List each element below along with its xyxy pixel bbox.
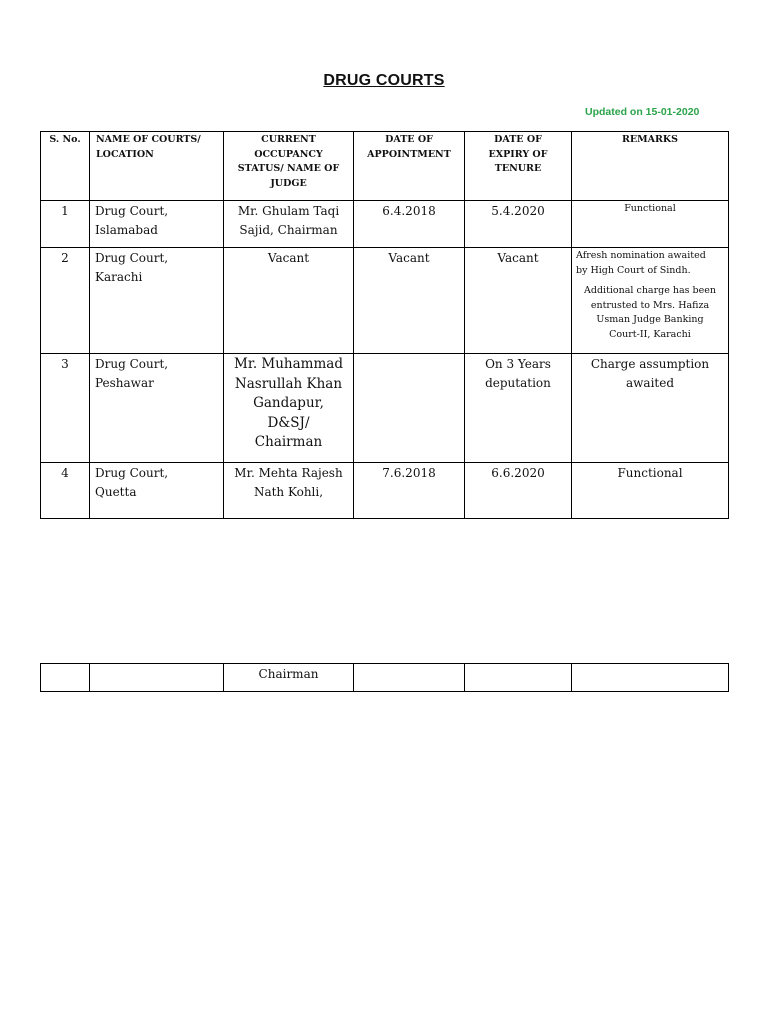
table-row (41, 664, 729, 692)
appointment-cell: 6.4.2018 (354, 201, 465, 248)
header-row (41, 132, 729, 201)
expiry-cell: Vacant (465, 248, 572, 354)
table-row (41, 463, 729, 519)
continuation-table (40, 663, 729, 692)
sno-cell: 2 (41, 248, 90, 354)
judge-cell: Mr. Ghulam Taqi Sajid, Chairman (224, 201, 354, 248)
sno-cell: 4 (41, 463, 90, 519)
header-remarks: REMARKS (572, 132, 729, 201)
header-court-name: NAME OF COURTS/ LOCATION (90, 132, 224, 201)
table-row (41, 354, 729, 463)
appointment-cell: 7.6.2018 (354, 463, 465, 519)
page-title: DRUG COURTS (323, 72, 445, 89)
court-cell: Drug Court, Peshawar (90, 354, 224, 463)
updated-date: Updated on 15-01-2020 (585, 106, 700, 118)
remarks-cell: Charge assumption awaited (572, 354, 729, 463)
appointment-cell (354, 354, 465, 463)
table-row (41, 248, 729, 354)
header-date-of-appointment: DATE OF APPOINTMENT (354, 132, 465, 201)
judge-cell: Chairman (224, 664, 354, 692)
expiry-cell: 6.6.2020 (465, 463, 572, 519)
judge-cell: Mr. Muhammad Nasrullah Khan Gandapur, D&SJ/ Chairman (224, 354, 354, 463)
sno-cell (41, 664, 90, 692)
remarks-nomination-text: Afresh nomination awaited by High Court of Sindh. (576, 250, 706, 276)
header-occupancy-status: CURRENT OCCUPANCY STATUS/ NAME OF JUDGE (224, 132, 354, 201)
sno-cell: 3 (41, 354, 90, 463)
court-cell: Drug Court, Islamabad (90, 201, 224, 248)
sno-cell: 1 (41, 201, 90, 248)
remarks-cell: Functional (572, 201, 729, 248)
remarks-cell (572, 664, 729, 692)
judge-cell: Vacant (224, 248, 354, 354)
court-cell (90, 664, 224, 692)
appointment-cell (354, 664, 465, 692)
header-sno: S. No. (41, 132, 90, 201)
expiry-cell (465, 664, 572, 692)
appointment-cell: Vacant (354, 248, 465, 354)
header-date-of-expiry: DATE OF EXPIRY OF TENURE (465, 132, 572, 201)
expiry-cell: 5.4.2020 (465, 201, 572, 248)
remarks-cell: Functional (572, 463, 729, 519)
remarks-cell (572, 248, 729, 354)
drug-courts-table (40, 131, 729, 519)
expiry-cell: On 3 Years deputation (465, 354, 572, 463)
court-cell: Drug Court, Quetta (90, 463, 224, 519)
table-row (41, 201, 729, 248)
court-cell: Drug Court, Karachi (90, 248, 224, 354)
remarks-additional-charge-text: Additional charge has been entrusted to Mrs. Hafiza Usman Judge Banking Court-II, Karachi (584, 285, 716, 340)
judge-cell: Mr. Mehta Rajesh Nath Kohli, (224, 463, 354, 519)
